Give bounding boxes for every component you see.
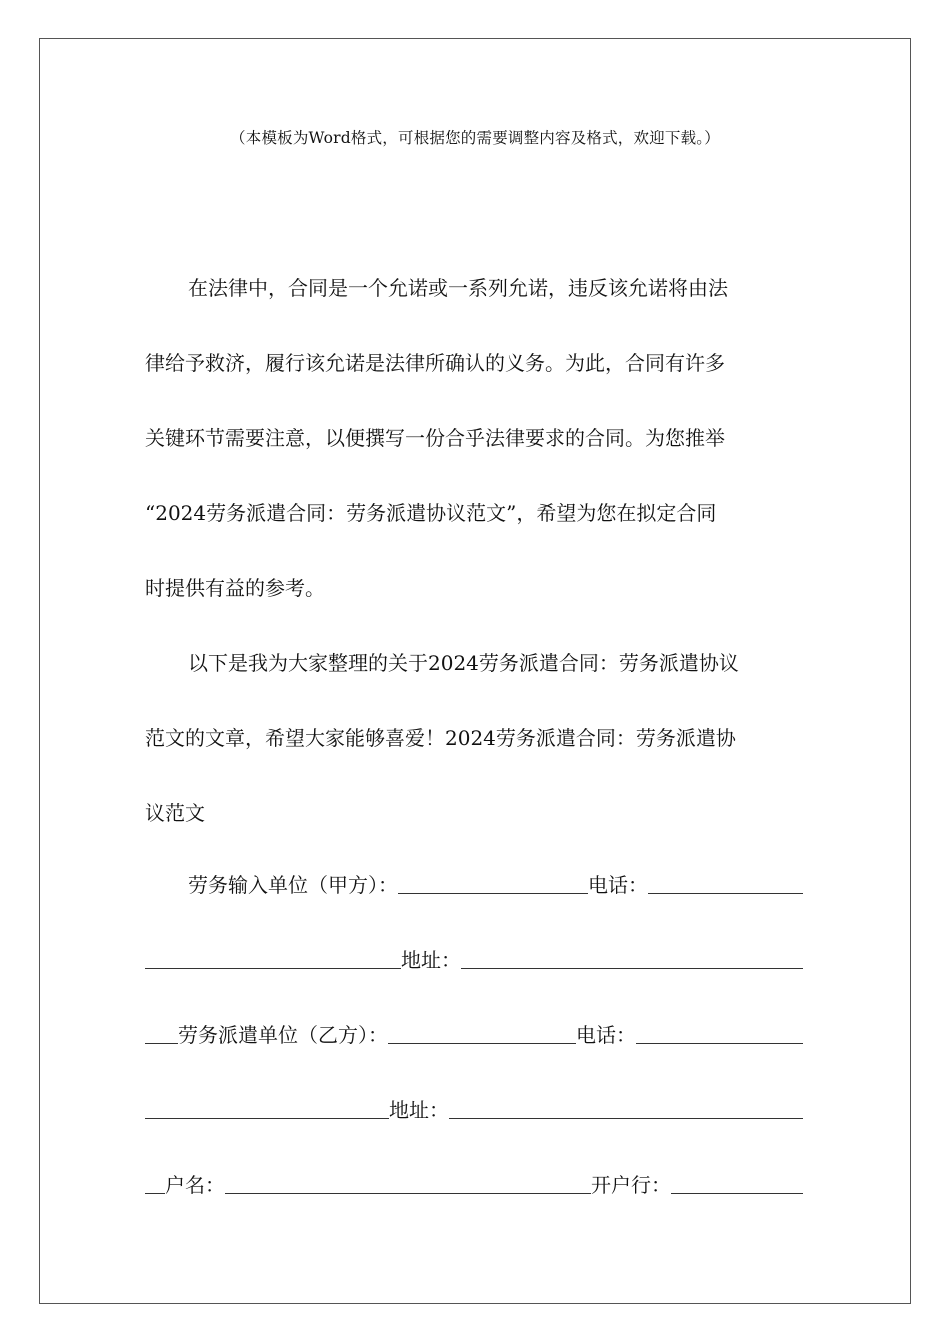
- account-name-label: 户名：: [165, 1173, 225, 1197]
- party-a-address-blank[interactable]: [461, 946, 803, 969]
- party-a-address-row: [145, 944, 803, 974]
- party-a-address-label: 地址：: [401, 948, 461, 972]
- party-a-address-continued-blank[interactable]: [145, 1021, 178, 1044]
- intro-line-4: “2024劳务派遣合同：劳务派遣协议范文”，希望为您在拟定合同: [145, 501, 717, 525]
- account-bank-blank[interactable]: [671, 1171, 803, 1194]
- party-b-phone-continued-blank[interactable]: [145, 1096, 389, 1119]
- party-b-name-blank[interactable]: [388, 1021, 576, 1044]
- party-a-label: 劳务输入单位（甲方）：: [188, 873, 398, 897]
- account-bank-label: 开户行：: [591, 1173, 671, 1197]
- party-a-phone-blank[interactable]: [648, 871, 803, 894]
- account-name-blank[interactable]: [225, 1171, 591, 1194]
- party-b-phone-label: 电话：: [576, 1023, 636, 1047]
- intro-line-1: 在法律中，合同是一个允诺或一系列允诺，违反该允诺将由法: [188, 276, 728, 300]
- body-line-3: 议范文: [145, 801, 205, 825]
- party-b-address-label: 地址：: [389, 1098, 449, 1122]
- party-a-phone-label: 电话：: [588, 873, 648, 897]
- party-b-address-row: [145, 1094, 803, 1124]
- account-row: [145, 1169, 803, 1199]
- party-b-address-blank[interactable]: [449, 1096, 803, 1119]
- body-line-1: 以下是我为大家整理的关于2024劳务派遣合同：劳务派遣协议: [188, 651, 739, 675]
- intro-line-3: 关键环节需要注意，以便撰写一份合乎法律要求的合同。为您推举: [145, 426, 725, 450]
- party-a-row: [188, 869, 803, 899]
- party-b-row: [145, 1019, 803, 1049]
- party-b-address-continued-blank[interactable]: [145, 1171, 165, 1194]
- template-note: （本模板为Word格式，可根据您的需要调整内容及格式，欢迎下载。）: [230, 129, 720, 147]
- party-a-phone-continued-blank[interactable]: [145, 946, 401, 969]
- intro-line-2: 律给予救济，履行该允诺是法律所确认的义务。为此，合同有许多: [145, 351, 725, 375]
- party-b-label: 劳务派遣单位（乙方）：: [178, 1023, 388, 1047]
- intro-line-5: 时提供有益的参考。: [145, 576, 325, 600]
- party-a-name-blank[interactable]: [398, 871, 588, 894]
- party-b-phone-blank[interactable]: [636, 1021, 803, 1044]
- body-line-2: 范文的文章，希望大家能够喜爱！2024劳务派遣合同：劳务派遣协: [145, 726, 736, 750]
